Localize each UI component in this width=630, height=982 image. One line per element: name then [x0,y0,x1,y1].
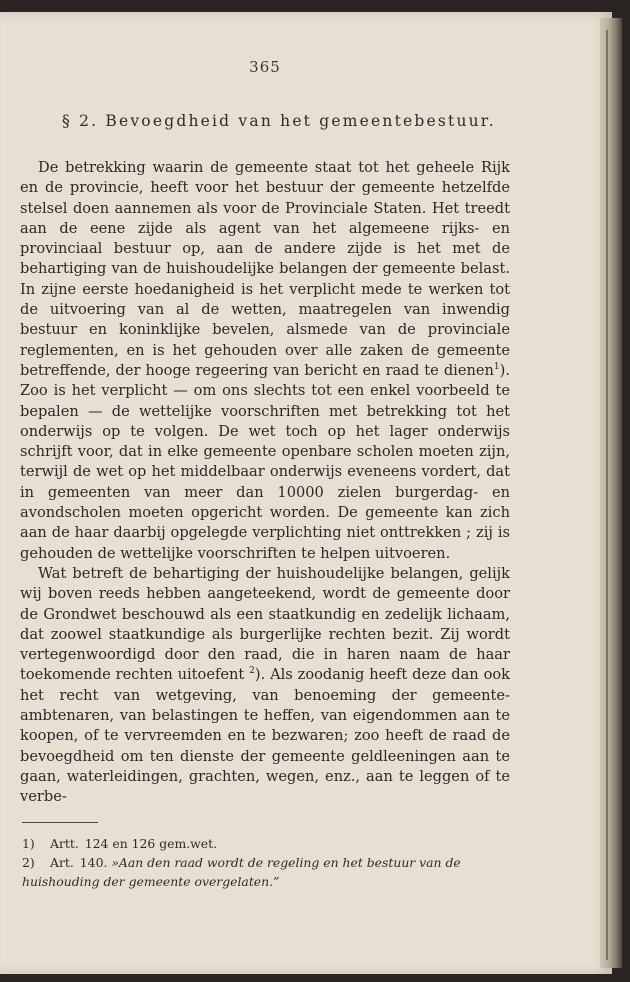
footnote-1-text: 124 en 126 gem.wet. [84,836,218,851]
body-text [20,158,510,808]
footnote-2 [22,853,502,891]
footnotes [22,834,502,891]
footnote-1-marker: 1) [22,836,35,851]
page-number: 365 [249,58,281,76]
paragraph-2-text-b: ). Als zoodanig heeft deze dan ook het recht van wetgeving, van benoeming der gemeente-ambtenaren, van belastingen te heffen, van eigendommen aan te koopen, of te vervreemden en te bezwaren; zoo heeft de raad de bevoegdheid om ten dienste der gemeente geldleeningen aan te gaan, waterleidingen, grachten, wegen, enz., aan te leggen of te verbe- [20,666,510,806]
spine-edge-line [606,30,608,960]
footnote-2-quote: »Aan den raad wordt de regeling en het bestuur van de huishouding der gemeente overgelaten.” [22,855,461,889]
paragraph-1-text-b: . Zoo is het verplicht — om ons slechts tot een enkel voorbeeld te bepalen — de wettelijke voorschriften met betrekking tot het onderwijs op te volgen. De wet toch op het lager onderwijs schrijft voor, dat in elke gemeente openbare scholen moeten zijn, terwijl de wet op het middelbaar onderwijs eveneens vordert, dat in gemeenten van meer dan 10000 zielen burgerdag- en avondscholen moeten opgericht worden. De gemeente kan zich aan de haar daarbij opgelegde verplichting niet onttrekken ; zij is gehouden de wettelijke voorschriften te helpen uitvoeren. [20,361,510,562]
footnote-1 [22,834,502,853]
book-spine [600,18,622,968]
paragraph-2-text-a: Wat betreft de behartiging der huishoudelijke belangen, gelijk wij boven reeds hebben aangeteekend, wordt de gemeente door de Grondwet beschouwd als een staatkundig en zedelijk lichaam, dat zoowel staatkundige als burgerlijke rechten bezit. Zij wordt vertegenwoordigd door den raad, die in haren naam de haar toekomende rechten uitoefent [20,564,510,684]
paragraph-1-text-a: De betrekking waarin de gemeente staat tot het geheele Rijk en de provincie, heeft voor het bestuur der gemeente hetzelfde stelsel doen aannemen als voor de Provinciale Staten. Het treedt aan de eene zijde als agent van het algemeene rijks- en provinciaal bestuur op, aan de andere zijde is het met de behartiging van de huishoudelijke belangen der gemeente belast. In zijne eerste hoedanigheid is het verplicht mede te werken tot de uitvoering van al de wetten, maatregelen van inwendig bestuur en koninklijke bevelen, alsmede van de provinciale reglementen, en is het gehouden over alle zaken de gemeente betreffende, der hooge regeering van bericht en raad te dienen [20,159,510,379]
footnote-ref-1: 1 [493,362,500,373]
footnote-2-text: 140. [79,855,108,870]
footnote-ref-2: 2 [249,666,255,677]
section-heading: § 2. Bevoegdheid van het gemeentebestuur. [62,112,496,130]
paragraph-2 [20,564,510,808]
footnote-divider [22,822,98,823]
footnote-2-marker: 2) [22,855,35,870]
footnote-2-label: Art. [50,855,74,870]
book-page [0,12,612,974]
paragraph-1: De betrekking waarin de gemeente staat tot het geheele Rijk en de provincie, heeft voor het bestuur der gemeente hetzelfde stelsel doen aannemen als voor de Provinciale Staten. Het treedt aan de eene zijde als agent van het algemeene rijks- en provinciaal bestuur op, aan de andere zijde is het met de behartiging van de huishoudelijke belangen der gemeente belast. In zijne eerste hoedanigheid is het verplicht mede te werken tot de uitvoering van al de wetten, maatregelen van inwendig bestuur en koninklijke bevelen, alsmede van de provinciale reglementen, en is het gehouden over alle zaken de gemeente betreffende, der hooge regeering van bericht en raad te dienen$^1$). Zoo is het verplicht — om ons slechts tot een enkel voorbeeld te bepalen — de wettelijke voorschriften met betrekking tot het onderwijs op te volgen. De wet toch op het lager onderwijs schrijft voor, dat in elke gemeente openbare scholen moeten zijn, terwijl de wet op het middelbaar onderwijs eveneens vordert, dat in gemeenten van meer dan 10000 zielen burgerdag- en avondscholen moeten opgericht worden. De gemeente kan zich aan de haar daarbij opgelegde verplichting niet onttrekken ; zij is gehouden de wettelijke voorschriften te helpen uitvoeren. [20,159,510,562]
footnote-1-label: Artt. [50,836,79,851]
